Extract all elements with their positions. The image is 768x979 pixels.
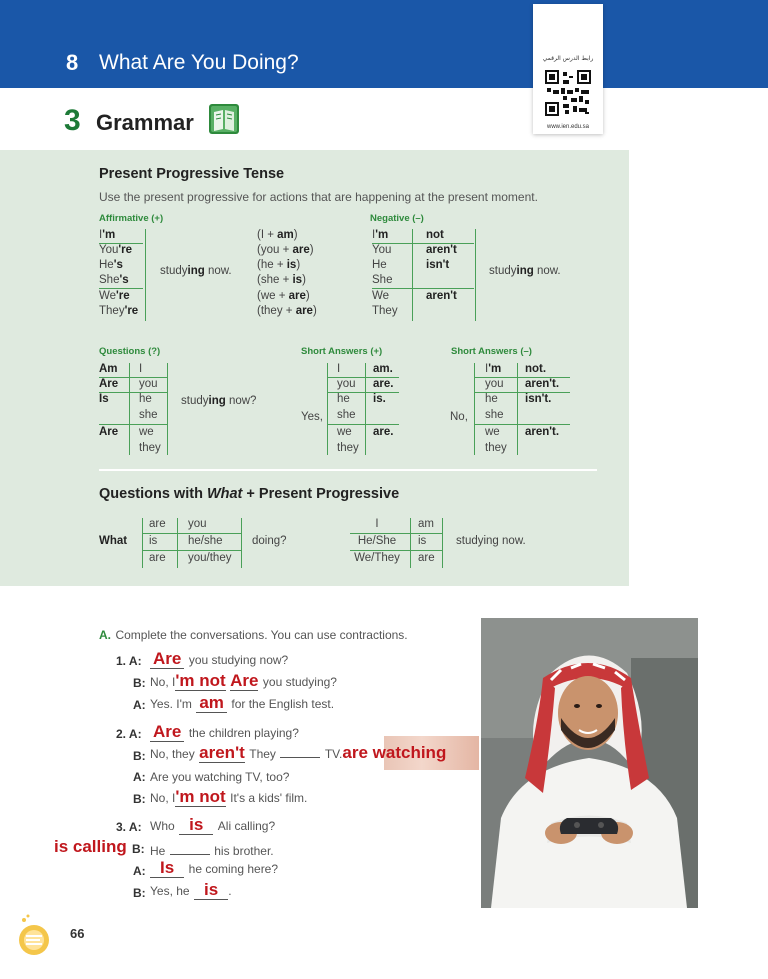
what-r-aux: is: [418, 535, 427, 547]
speaker: B:: [133, 886, 146, 900]
sp-subj: you: [337, 378, 356, 390]
table-rule: [99, 392, 167, 393]
neg-not: aren't: [426, 290, 457, 302]
what-word: What: [99, 535, 128, 547]
aff-row: She's: [99, 274, 129, 286]
sp-ans: am.: [373, 363, 393, 375]
page-number: 66: [70, 926, 85, 941]
q-subj: we: [139, 426, 154, 438]
answer-blank[interactable]: is: [194, 880, 228, 900]
what-subj: he/she: [188, 535, 223, 547]
sp-subj: she: [337, 409, 356, 421]
speaker: B:: [133, 676, 146, 690]
table-rule: [129, 363, 130, 455]
aff-row: You're: [99, 244, 133, 256]
what-aux: is: [149, 535, 158, 547]
answer-blank[interactable]: Are: [150, 722, 184, 742]
aff-row: I'm: [99, 229, 116, 241]
sn-ans: aren't.: [525, 378, 560, 390]
table-rule: [327, 424, 399, 425]
sp-subj: they: [337, 442, 359, 454]
sp-subj: we: [337, 426, 352, 438]
sp-ans: are.: [373, 426, 394, 438]
conv2-line2: [150, 743, 446, 763]
conv-number: 1. A:: [116, 654, 142, 668]
table-rule: [410, 518, 411, 568]
qr-card[interactable]: [533, 4, 603, 134]
neg-subj: We: [372, 290, 390, 302]
speaker: A:: [133, 864, 146, 878]
exercise-label: A.: [99, 628, 111, 642]
q-subj: he: [139, 393, 152, 405]
doing-word: doing?: [252, 535, 287, 547]
table-rule: [241, 518, 242, 568]
neg-verb: studying now.: [489, 265, 561, 277]
line-text: the children playing?: [188, 726, 299, 740]
expansion-row: (you + are): [257, 244, 314, 256]
line-text: TV.: [324, 747, 343, 761]
exercise-instruction: [99, 626, 408, 644]
sp-ans: is.: [373, 393, 386, 405]
sn-subj: she: [485, 409, 504, 421]
questions-table: [99, 363, 279, 457]
answer-blank[interactable]: is calling: [54, 837, 127, 856]
section-title: Grammar: [96, 110, 194, 135]
q-aux: Are: [99, 378, 119, 390]
short-pos-table: [327, 363, 407, 457]
aff-row: We're: [99, 290, 130, 302]
answer-blank[interactable]: are watching: [342, 743, 447, 762]
line-text: No, they: [150, 747, 195, 761]
conv-number: 2. A:: [116, 727, 142, 741]
sn-ans: aren't.: [525, 426, 560, 438]
answer-blank[interactable]: Are: [150, 649, 184, 669]
conv2-line4: [150, 787, 307, 807]
table-rule: [327, 392, 399, 393]
line-text: .: [228, 884, 232, 898]
sp-subj: he: [337, 393, 350, 405]
neg-not: isn't: [426, 259, 450, 271]
sp-subj: I: [337, 363, 341, 375]
table-rule: [327, 363, 328, 455]
what-aux: are: [149, 552, 166, 564]
q-subj: she: [139, 409, 158, 421]
answer-blank[interactable]: 'm not: [175, 787, 226, 806]
line-text: Are you watching TV, too?: [150, 770, 290, 784]
table-rule: [475, 229, 476, 321]
answer-blank[interactable]: 'm not: [175, 671, 226, 690]
q-aux: Is: [99, 393, 109, 405]
line-text: Ali calling?: [217, 819, 276, 833]
what-r-aux: are: [418, 552, 435, 564]
line-text: for the English test.: [231, 697, 335, 711]
table-rule: [474, 377, 570, 378]
q-subj: they: [139, 442, 161, 454]
expansion-row: (they + are): [257, 305, 317, 317]
speaker: A:: [133, 698, 146, 712]
table-rule: [517, 363, 518, 455]
conv3-line4: [150, 880, 232, 900]
line-text: No, I: [150, 675, 176, 689]
short-neg-label: Short Answers (–): [451, 346, 532, 357]
aff-row: He's: [99, 259, 123, 271]
table-rule: [327, 377, 399, 378]
unit-number: 8: [66, 50, 79, 75]
neg-not: not: [426, 229, 444, 241]
table-rule: [99, 424, 167, 425]
table-rule: [142, 550, 241, 551]
what-aux: are: [149, 518, 166, 530]
conv-number: 3. A:: [116, 820, 142, 834]
speaker: B:: [133, 792, 146, 806]
sn-ans: isn't.: [525, 393, 552, 405]
line-text: Who: [150, 819, 175, 833]
line-text: you studying?: [262, 675, 337, 689]
table-rule: [412, 229, 413, 321]
table-rule: [142, 518, 143, 568]
conv2-line1: [150, 722, 299, 742]
line-text: They: [249, 747, 276, 761]
expansion-row: (she + is): [257, 274, 306, 286]
questions-label: Questions (?): [99, 346, 161, 357]
table-rule: [474, 392, 570, 393]
q-aux: Are: [99, 426, 119, 438]
answer-blank[interactable]: Is: [150, 858, 184, 878]
q-aux: Am: [99, 363, 118, 375]
line-text: Yes. I'm: [150, 697, 192, 711]
expansion-row: (he + is): [257, 259, 301, 271]
aff-verb: studying now.: [160, 265, 232, 277]
table-rule: [474, 424, 570, 425]
what-left-table: [142, 518, 242, 570]
speaker: B:: [132, 842, 145, 856]
affirmative-table: [99, 229, 247, 323]
neg-not: aren't: [426, 244, 457, 256]
conv3-line1: [150, 815, 275, 835]
table-rule: [99, 243, 143, 244]
line-text: He: [150, 844, 166, 858]
what-r-subj: We/They: [354, 552, 400, 564]
table-rule: [442, 518, 443, 568]
qr-url: www.ien.edu.sa: [546, 124, 590, 130]
table-rule: [177, 518, 178, 568]
q-verb: studying now?: [181, 395, 257, 407]
table-rule: [365, 363, 366, 455]
neg-subj: She: [372, 274, 393, 286]
expansion-row: (I + am): [257, 229, 298, 241]
expansion-list: [257, 229, 347, 323]
sn-ans: not.: [525, 363, 547, 375]
affirmative-label: Affirmative (+): [99, 213, 164, 224]
unit-title: What Are You Doing?: [99, 51, 299, 74]
conv3-line3: [150, 858, 278, 878]
expansion-row: (we + are): [257, 290, 310, 302]
neg-subj: I'm: [372, 229, 389, 241]
sn-subj: they: [485, 442, 507, 454]
neg-subj: They: [372, 305, 398, 317]
sn-subj: you: [485, 378, 504, 390]
table-rule: [350, 533, 442, 534]
answer-blank[interactable]: Are: [230, 671, 259, 690]
negative-label: Negative (–): [370, 213, 424, 224]
book-icon: [208, 103, 240, 135]
table-rule: [372, 288, 474, 289]
grammar-intro: Use the present progressive for actions that are happening at the present moment.: [99, 190, 538, 204]
studying-now: studying now.: [456, 535, 526, 547]
what-r-aux: am: [418, 518, 434, 530]
qr-code-icon[interactable]: [545, 70, 591, 116]
q-subj: I: [139, 363, 143, 375]
table-rule: [142, 533, 241, 534]
grammar-title: Present Progressive Tense: [99, 166, 285, 182]
what-right-table: [350, 518, 445, 570]
qr-label: رابط الدرس الرقمي: [542, 55, 594, 62]
short-neg-table: [474, 363, 574, 457]
line-text: you studying now?: [188, 653, 289, 667]
table-rule: [167, 363, 168, 455]
what-r-subj: He/She: [357, 535, 397, 547]
table-rule: [99, 288, 143, 289]
sp-ans: are.: [373, 378, 394, 390]
sn-subj: he: [485, 393, 498, 405]
sn-subj: I'm: [485, 363, 502, 375]
line-text: he coming here?: [188, 862, 279, 876]
conv1-line1: [150, 649, 288, 669]
speaker: B:: [133, 749, 146, 763]
table-rule: [99, 377, 167, 378]
what-subj: you: [188, 518, 207, 530]
speaker: A:: [133, 770, 146, 784]
q-subj: you: [139, 378, 158, 390]
table-rule: [145, 229, 146, 321]
yes-word: Yes,: [301, 411, 323, 423]
what-subj: you/they: [188, 552, 232, 564]
section-number: 3: [64, 104, 81, 137]
table-rule: [372, 243, 474, 244]
aff-row: They're: [99, 305, 139, 317]
line-text: No, I: [150, 791, 176, 805]
empty-blank[interactable]: [170, 854, 210, 855]
line-text: his brother.: [214, 844, 274, 858]
answer-blank[interactable]: is: [179, 815, 213, 835]
table-rule: [350, 550, 442, 551]
sn-subj: we: [485, 426, 500, 438]
boy-gaming-photo: [481, 618, 698, 908]
answer-blank[interactable]: aren't: [199, 743, 245, 762]
section-divider: [99, 469, 597, 471]
line-text: It's a kids' film.: [230, 791, 308, 805]
empty-blank[interactable]: [280, 757, 320, 758]
table-rule: [474, 363, 475, 455]
no-word: No,: [450, 411, 468, 423]
what-r-subj: I: [375, 518, 379, 530]
what-title: Questions with What + Present Progressive: [99, 486, 400, 502]
publisher-logo-icon: [16, 910, 52, 958]
neg-subj: You: [372, 244, 392, 256]
line-text: Yes, he: [150, 884, 190, 898]
short-pos-label: Short Answers (+): [301, 346, 383, 357]
neg-subj: He: [372, 259, 387, 271]
conv1-line2: [150, 671, 337, 691]
answer-blank[interactable]: am: [196, 693, 227, 713]
exercise-text: Complete the conversations. You can use contractions.: [115, 628, 408, 642]
negative-table: [372, 229, 572, 323]
conv1-line3: [150, 693, 334, 713]
